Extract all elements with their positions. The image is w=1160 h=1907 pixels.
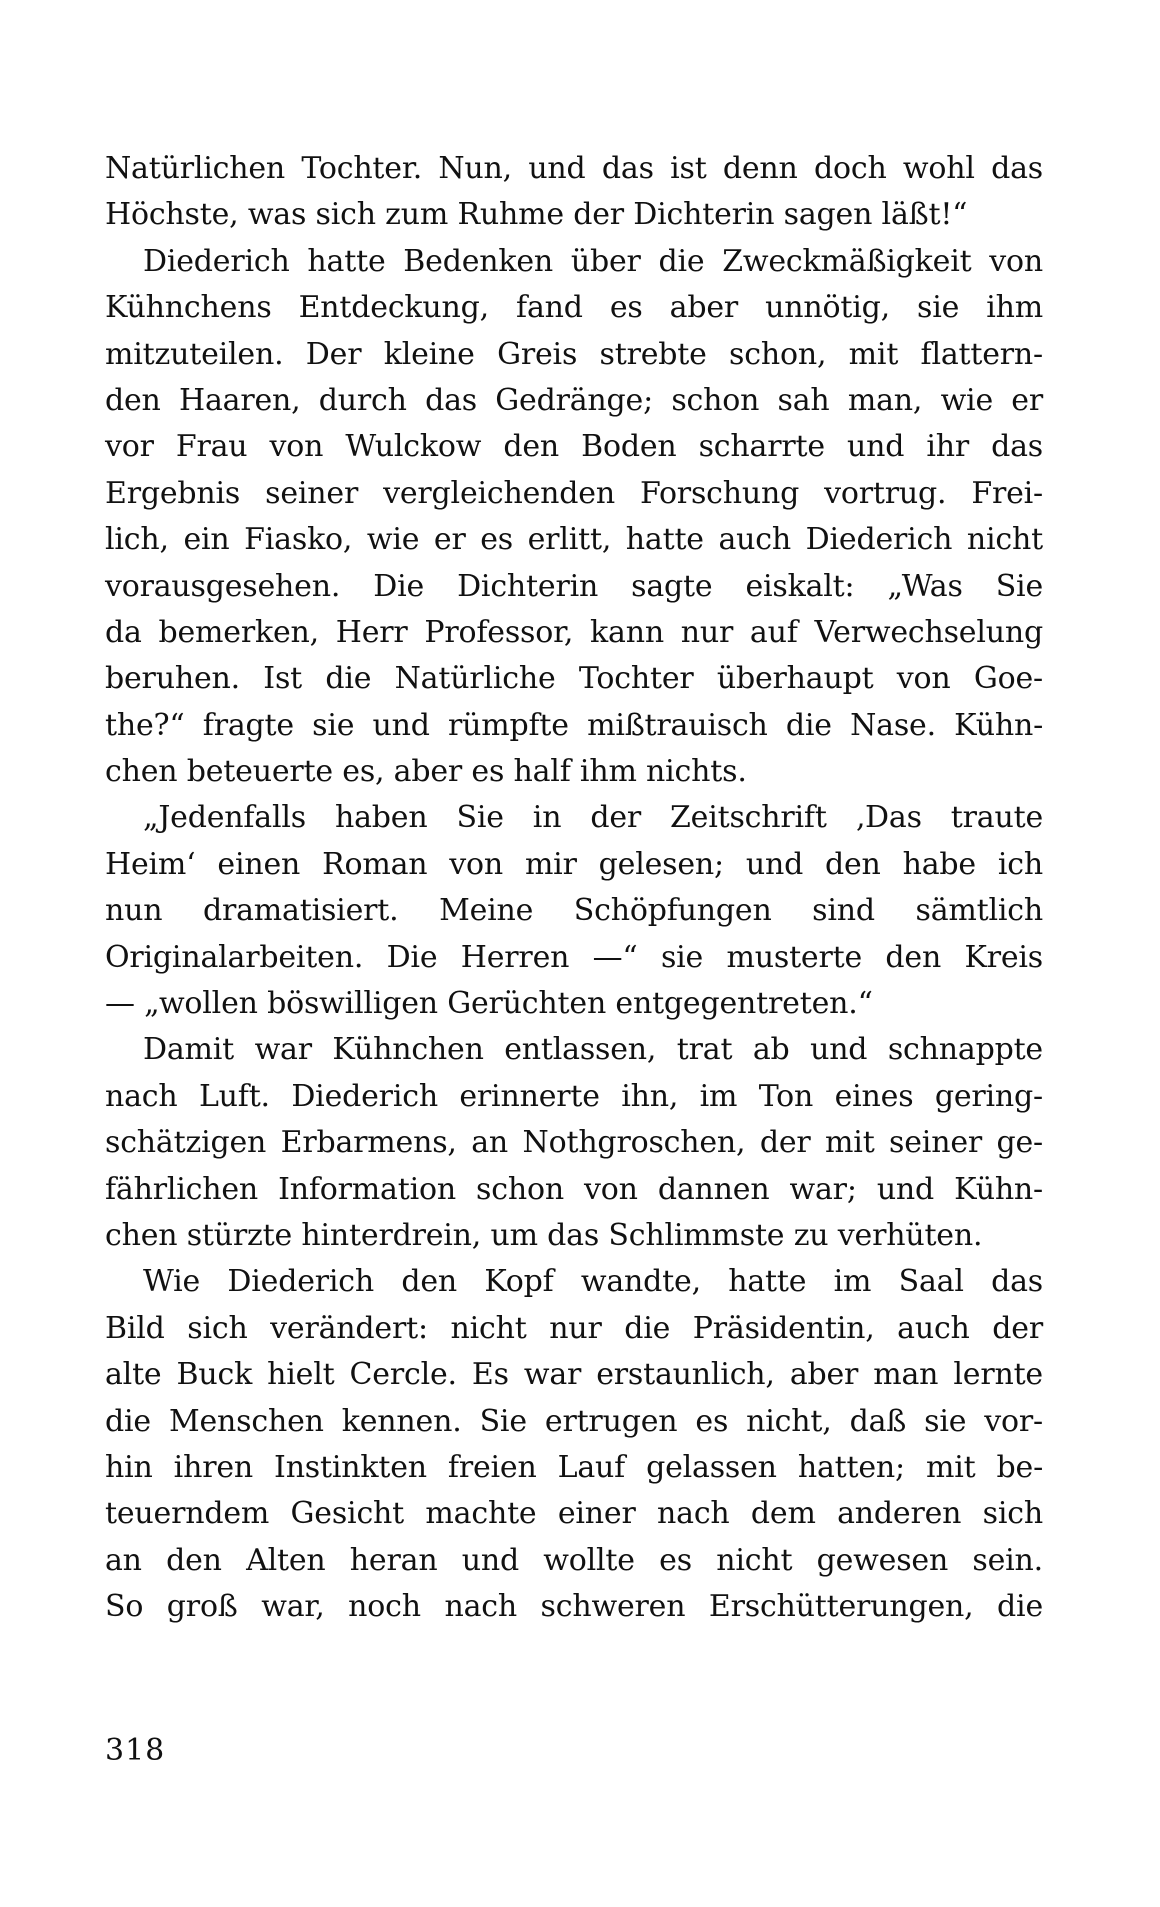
text-line: So groß war, noch nach schweren Erschütterungen, die — [105, 1589, 1043, 1625]
text-line: Originalarbeiten. Die Herren —“ sie musterte den Kreis — [105, 939, 1043, 975]
text-line: Kühnchens Entdeckung, fand es aber unnötig, sie ihm — [105, 290, 1043, 326]
text-line: nun dramatisiert. Meine Schöpfungen sind sämtlich — [105, 893, 1043, 929]
text-line: Wie Diederich den Kopf wandte, hatte im Saal das — [143, 1264, 1043, 1300]
text-line: vor Frau von Wulckow den Boden scharrte und ihr das — [105, 429, 1043, 465]
text-line: Bild sich verändert: nicht nur die Präsidentin, auch der — [105, 1310, 1043, 1346]
text-line: den Haaren, durch das Gedränge; schon sah man, wie er — [105, 382, 1043, 418]
text-line: da bemerken, Herr Professor, kann nur auf Verwechselung — [105, 614, 1043, 650]
text-line: alte Buck hielt Cercle. Es war erstaunlich, aber man lernte — [105, 1357, 1043, 1393]
body-text — [105, 146, 1043, 1631]
text-line: mitzuteilen. Der kleine Greis strebte schon, mit flattern- — [105, 336, 1043, 372]
text-line: an den Alten heran und wollte es nicht gewesen sein. — [105, 1542, 1043, 1578]
text-line: „Jedenfalls haben Sie in der Zeitschrift ‚Das traute — [143, 800, 1043, 836]
text-line: nach Luft. Diederich erinnerte ihn, im Ton eines gering- — [105, 1078, 1043, 1114]
text-line: chen beteuerte es, aber es half ihm nichts. — [105, 754, 747, 790]
text-line: fährlichen Information schon von dannen war; und Kühn- — [105, 1171, 1043, 1207]
text-line: Natürlichen Tochter. Nun, und das ist denn doch wohl das — [105, 151, 1043, 186]
text-line: schätzigen Erbarmens, an Nothgroschen, der mit seiner ge- — [105, 1125, 1043, 1161]
text-line: the?“ fragte sie und rümpfte mißtrauisch die Nase. Kühn- — [105, 707, 1043, 743]
text-line: lich, ein Fiasko, wie er es erlitt, hatte auch Diederich nicht — [105, 522, 1043, 558]
text-line: Damit war Kühnchen entlassen, trat ab und schnappte — [143, 1032, 1043, 1068]
text-line: Höchste, was sich zum Ruhme der Dichterin sagen läßt!“ — [105, 197, 968, 233]
text-line: hin ihren Instinkten freien Lauf gelassen hatten; mit be- — [105, 1449, 1043, 1485]
text-line: Diederich hatte Bedenken über die Zweckmäßigkeit von — [143, 243, 1043, 279]
text-line: die Menschen kennen. Sie ertrugen es nicht, daß sie vor- — [105, 1403, 1043, 1439]
text-line: chen stürzte hinterdrein, um das Schlimmste zu verhüten. — [105, 1217, 983, 1253]
text-line: — „wollen böswilligen Gerüchten entgegentreten.“ — [105, 986, 873, 1022]
text-line: Ergebnis seiner vergleichenden Forschung vortrug. Frei- — [105, 475, 1043, 511]
text-line: teuerndem Gesicht machte einer nach dem anderen sich — [105, 1496, 1043, 1532]
text-line: Heim‘ einen Roman von mir gelesen; und den habe ich — [105, 846, 1043, 882]
text-line: beruhen. Ist die Natürliche Tochter überhaupt von Goe- — [105, 661, 1043, 697]
page-number: 318 — [105, 1733, 166, 1768]
text-line: vorausgesehen. Die Dichterin sagte eiskalt: „Was Sie — [105, 568, 1043, 604]
